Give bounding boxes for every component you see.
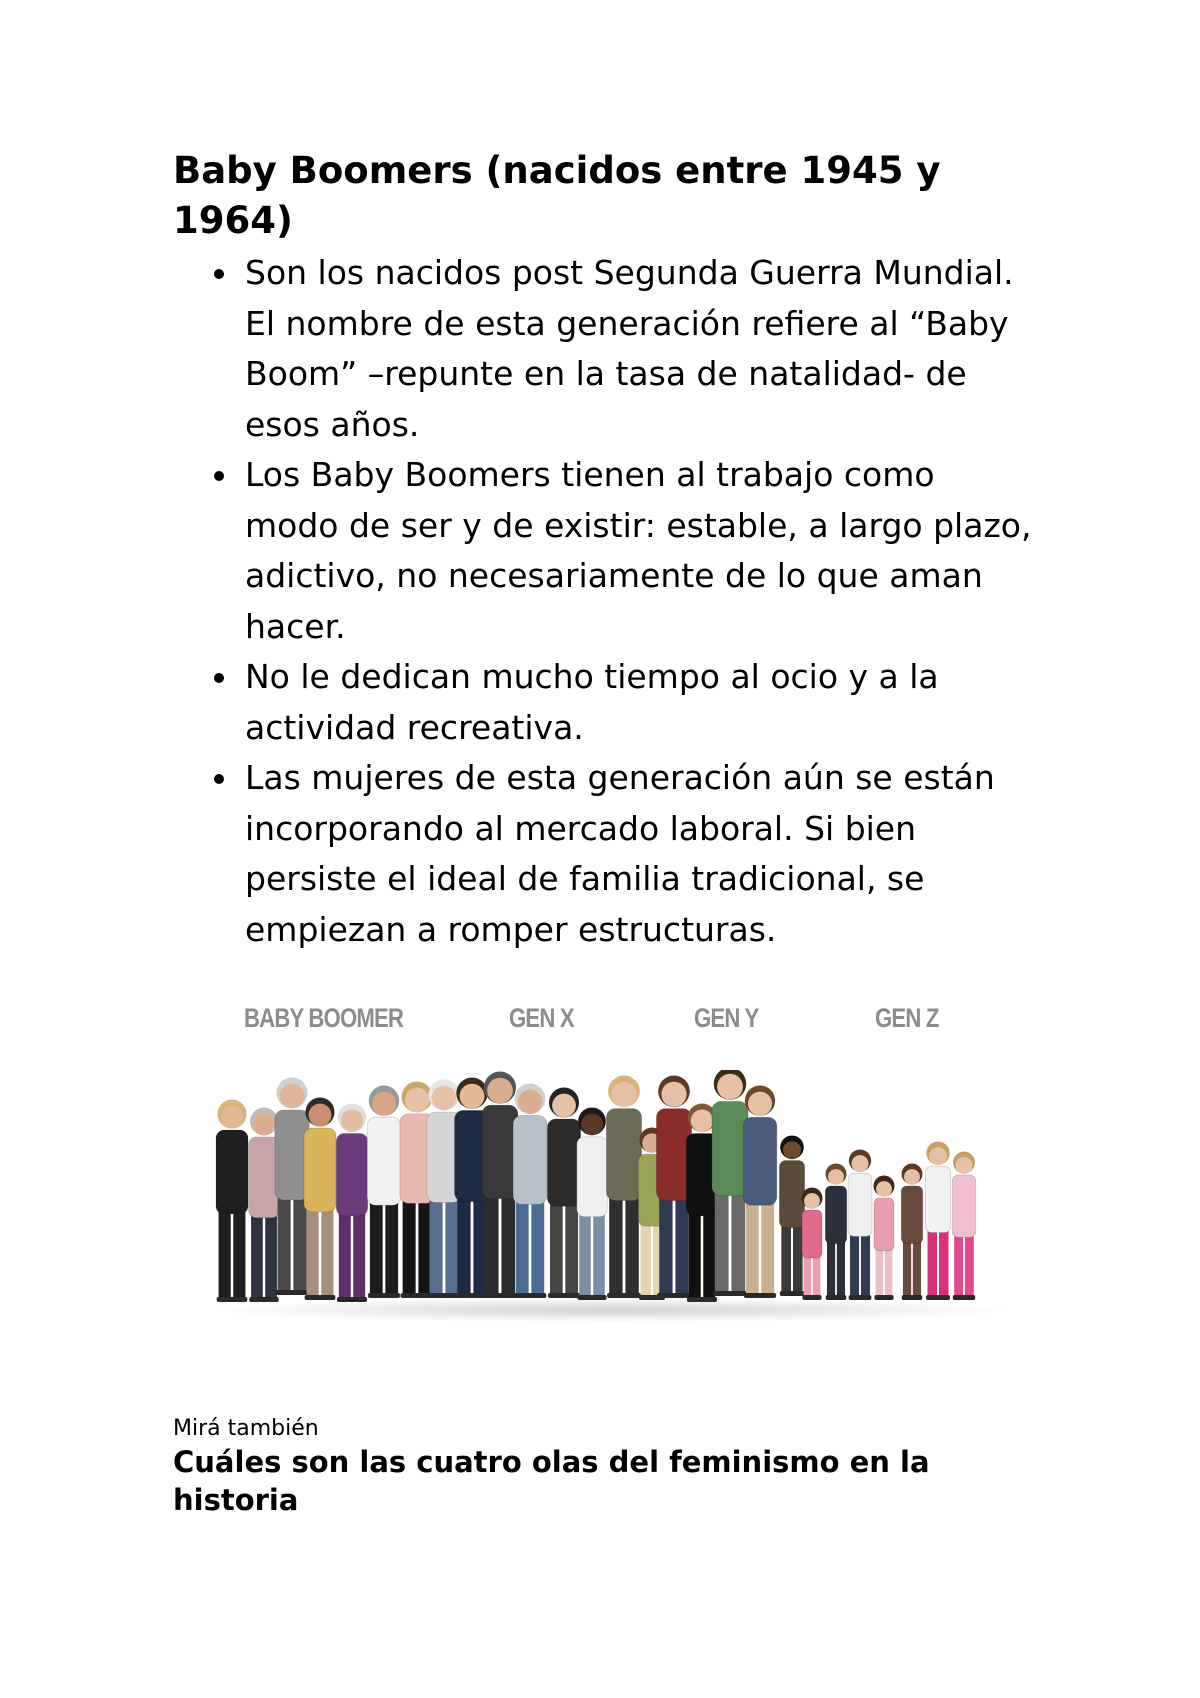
- bullet-dot-icon: [214, 471, 224, 481]
- person-figure: [825, 1164, 846, 1301]
- bullet-item: [173, 248, 1033, 450]
- bullet-item: [173, 652, 1033, 753]
- bullet-dot-icon: [214, 269, 224, 279]
- gen-label-baby-boomer: BABY BOOMER: [244, 1003, 404, 1033]
- person-figure: [336, 1104, 367, 1303]
- person-figure: [802, 1188, 823, 1301]
- gen-label-gen-z: GEN Z: [875, 1003, 939, 1033]
- gen-label-gen-y: GEN Y: [694, 1003, 759, 1033]
- person-figure: [848, 1150, 872, 1301]
- related-article-link[interactable]: Cuáles son las cuatro olas del feminismo en la historia: [173, 1445, 930, 1517]
- bullet-dot-icon: [214, 673, 224, 683]
- bullet-dot-icon: [214, 774, 224, 784]
- person-figure: [926, 1142, 951, 1301]
- person-figure: [779, 1136, 804, 1297]
- gen-label-gen-x: GEN X: [509, 1003, 574, 1033]
- person-figure: [577, 1108, 607, 1301]
- people-group-illustration: [212, 1070, 1012, 1325]
- person-figure: [606, 1076, 641, 1299]
- see-also-label: Mirá también: [173, 1416, 319, 1441]
- bullet-text: Las mujeres de esta generación aún se están incorporando al mercado laboral. Si bien persiste el ideal de familia tradicional, se empiezan a romper estructuras.: [245, 758, 995, 949]
- bullet-text: No le dedican mucho tiempo al ocio y a la actividad recreativa.: [245, 657, 939, 747]
- bullet-text: Son los nacidos post Segunda Guerra Mundial. El nombre de esta generación refiere al “Baby Boom” –repunte en la tasa de natalidad- de esos años.: [245, 253, 1014, 444]
- person-figure: [952, 1152, 975, 1301]
- bullet-list: [173, 248, 1033, 955]
- bullet-item: [173, 450, 1033, 652]
- section-heading: Baby Boomers (nacidos entre 1945 y 1964): [173, 149, 941, 242]
- person-figure: [367, 1086, 401, 1299]
- person-figure: [216, 1100, 248, 1303]
- bullet-item: [173, 753, 1033, 955]
- person-figure: [712, 1070, 748, 1296]
- bullet-text: Los Baby Boomers tienen al trabajo como modo de ser y de existir: estable, a largo plazo, adictivo, no necesariamente de lo que aman hacer.: [245, 455, 1032, 646]
- generations-photo: [212, 995, 1012, 1325]
- person-figure: [901, 1164, 922, 1301]
- person-figure: [547, 1088, 580, 1299]
- person-figure: [874, 1176, 895, 1301]
